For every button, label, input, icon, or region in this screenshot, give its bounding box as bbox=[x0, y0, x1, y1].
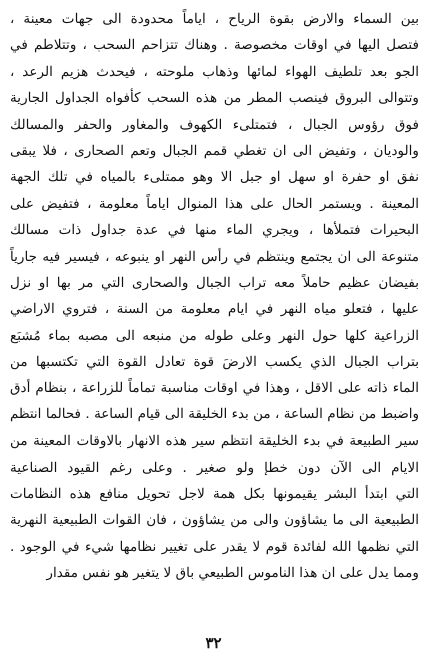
text-line-2: فتصل اليها في اوقات مخصوصة . وهناك تتزاحم السحب ، وتتلاطم في bbox=[10, 37, 419, 54]
text-line-16: واضبط من نظام الساعة ، من بدء الخليقة الى قيام الساعة . فحالما انتظم bbox=[10, 406, 419, 422]
text-line-5: فوق رؤوس الجبال ، فتمتلىء الكهوف والمغاور والحفر والمسالك bbox=[10, 116, 419, 133]
text-line-1: بين السماء والارض بقوة الرياح ، اياماً محدودة الى جهات معينة ، bbox=[10, 11, 419, 27]
body-text bbox=[10, 6, 419, 587]
text-line-18: الايام الى الآن دون خطإ ولو صغير . وعلى رغم القيود الصناعية bbox=[10, 459, 419, 476]
text-line-13: الزراعية كلها حول النهر وعلى طوله من منبعه الى مصبه بماء مُشبَع bbox=[10, 327, 419, 344]
text-line-3: الجو بعد تلطيف الهواء لمائها وذهاب ملوحته ، فيحدث هزيم الرعد ، bbox=[10, 63, 419, 80]
page-number: ٣٢ bbox=[205, 634, 222, 652]
text-line-17: سير الطبيعة في بدء الخليقة انتظم سير هذه الانهار بالاوقات المعينة من bbox=[10, 433, 419, 450]
text-line-8: المعينة . ويستمر الحال على هذا المنوال اياماً معلومة ، فتفيض على bbox=[10, 195, 419, 212]
text-line-6: والوديان ، وتفيض الى ان تغطي قمم الجبال وتعم الصحارى ، فلا يبقى bbox=[10, 142, 419, 159]
text-line-4: وتتوالى البروق فينصب المطر من هذه السحب كأفواه الجداول الجارية bbox=[10, 90, 419, 107]
text-line-12: عليها ، فتعلو مياه النهر في ايام معلومة من السنة ، فتروي الاراضي bbox=[10, 301, 419, 318]
text-line-22: ومما يدل على ان هذا الناموس الطبيعي باق لا يتغير هو نفس مقدار bbox=[46, 565, 419, 582]
text-line-7: نفق او حفرة او سهل او جبل الا وهو ممتلىء بالمياه في تلك الجهة bbox=[10, 169, 419, 186]
text-line-15: الماء ذاته على الاقل ، وهذا في اوقات مناسبة تماماً للزراعة ، بنظام أدق bbox=[10, 380, 419, 397]
text-line-10: متنوعة الى ان يجتمع وينتظم في رأس النهر او ينبوعه ، فيسير فيه جارياً bbox=[10, 248, 419, 265]
text-line-14: بتراب الجبال الذي يكسب الارضَ قوة تعادل القوة التي تكتسبها من bbox=[10, 354, 419, 371]
text-line-11: بفيضان عظيم حاملاً معه تراب الجبال والصحارى التي مر بها او نزل bbox=[10, 274, 419, 291]
text-line-19: التي ابتدأ البشر يقيمونها بكل همة لاجل تحويل منافع هذه النظامات bbox=[10, 486, 419, 503]
text-line-9: البحيرات فتملأها ، ويجري الماء منها في عدة جداول ذات مسالك bbox=[10, 222, 419, 239]
text-line-21: التي نظمها الله لفائدة قوم لا يقدر على تغيير نظامها شيء في الوجود . bbox=[10, 538, 419, 555]
text-line-20: الطبيعية الى ما يشاؤون والى من يشاؤون ، فان القوات الطبيعية النهرية bbox=[10, 512, 419, 529]
